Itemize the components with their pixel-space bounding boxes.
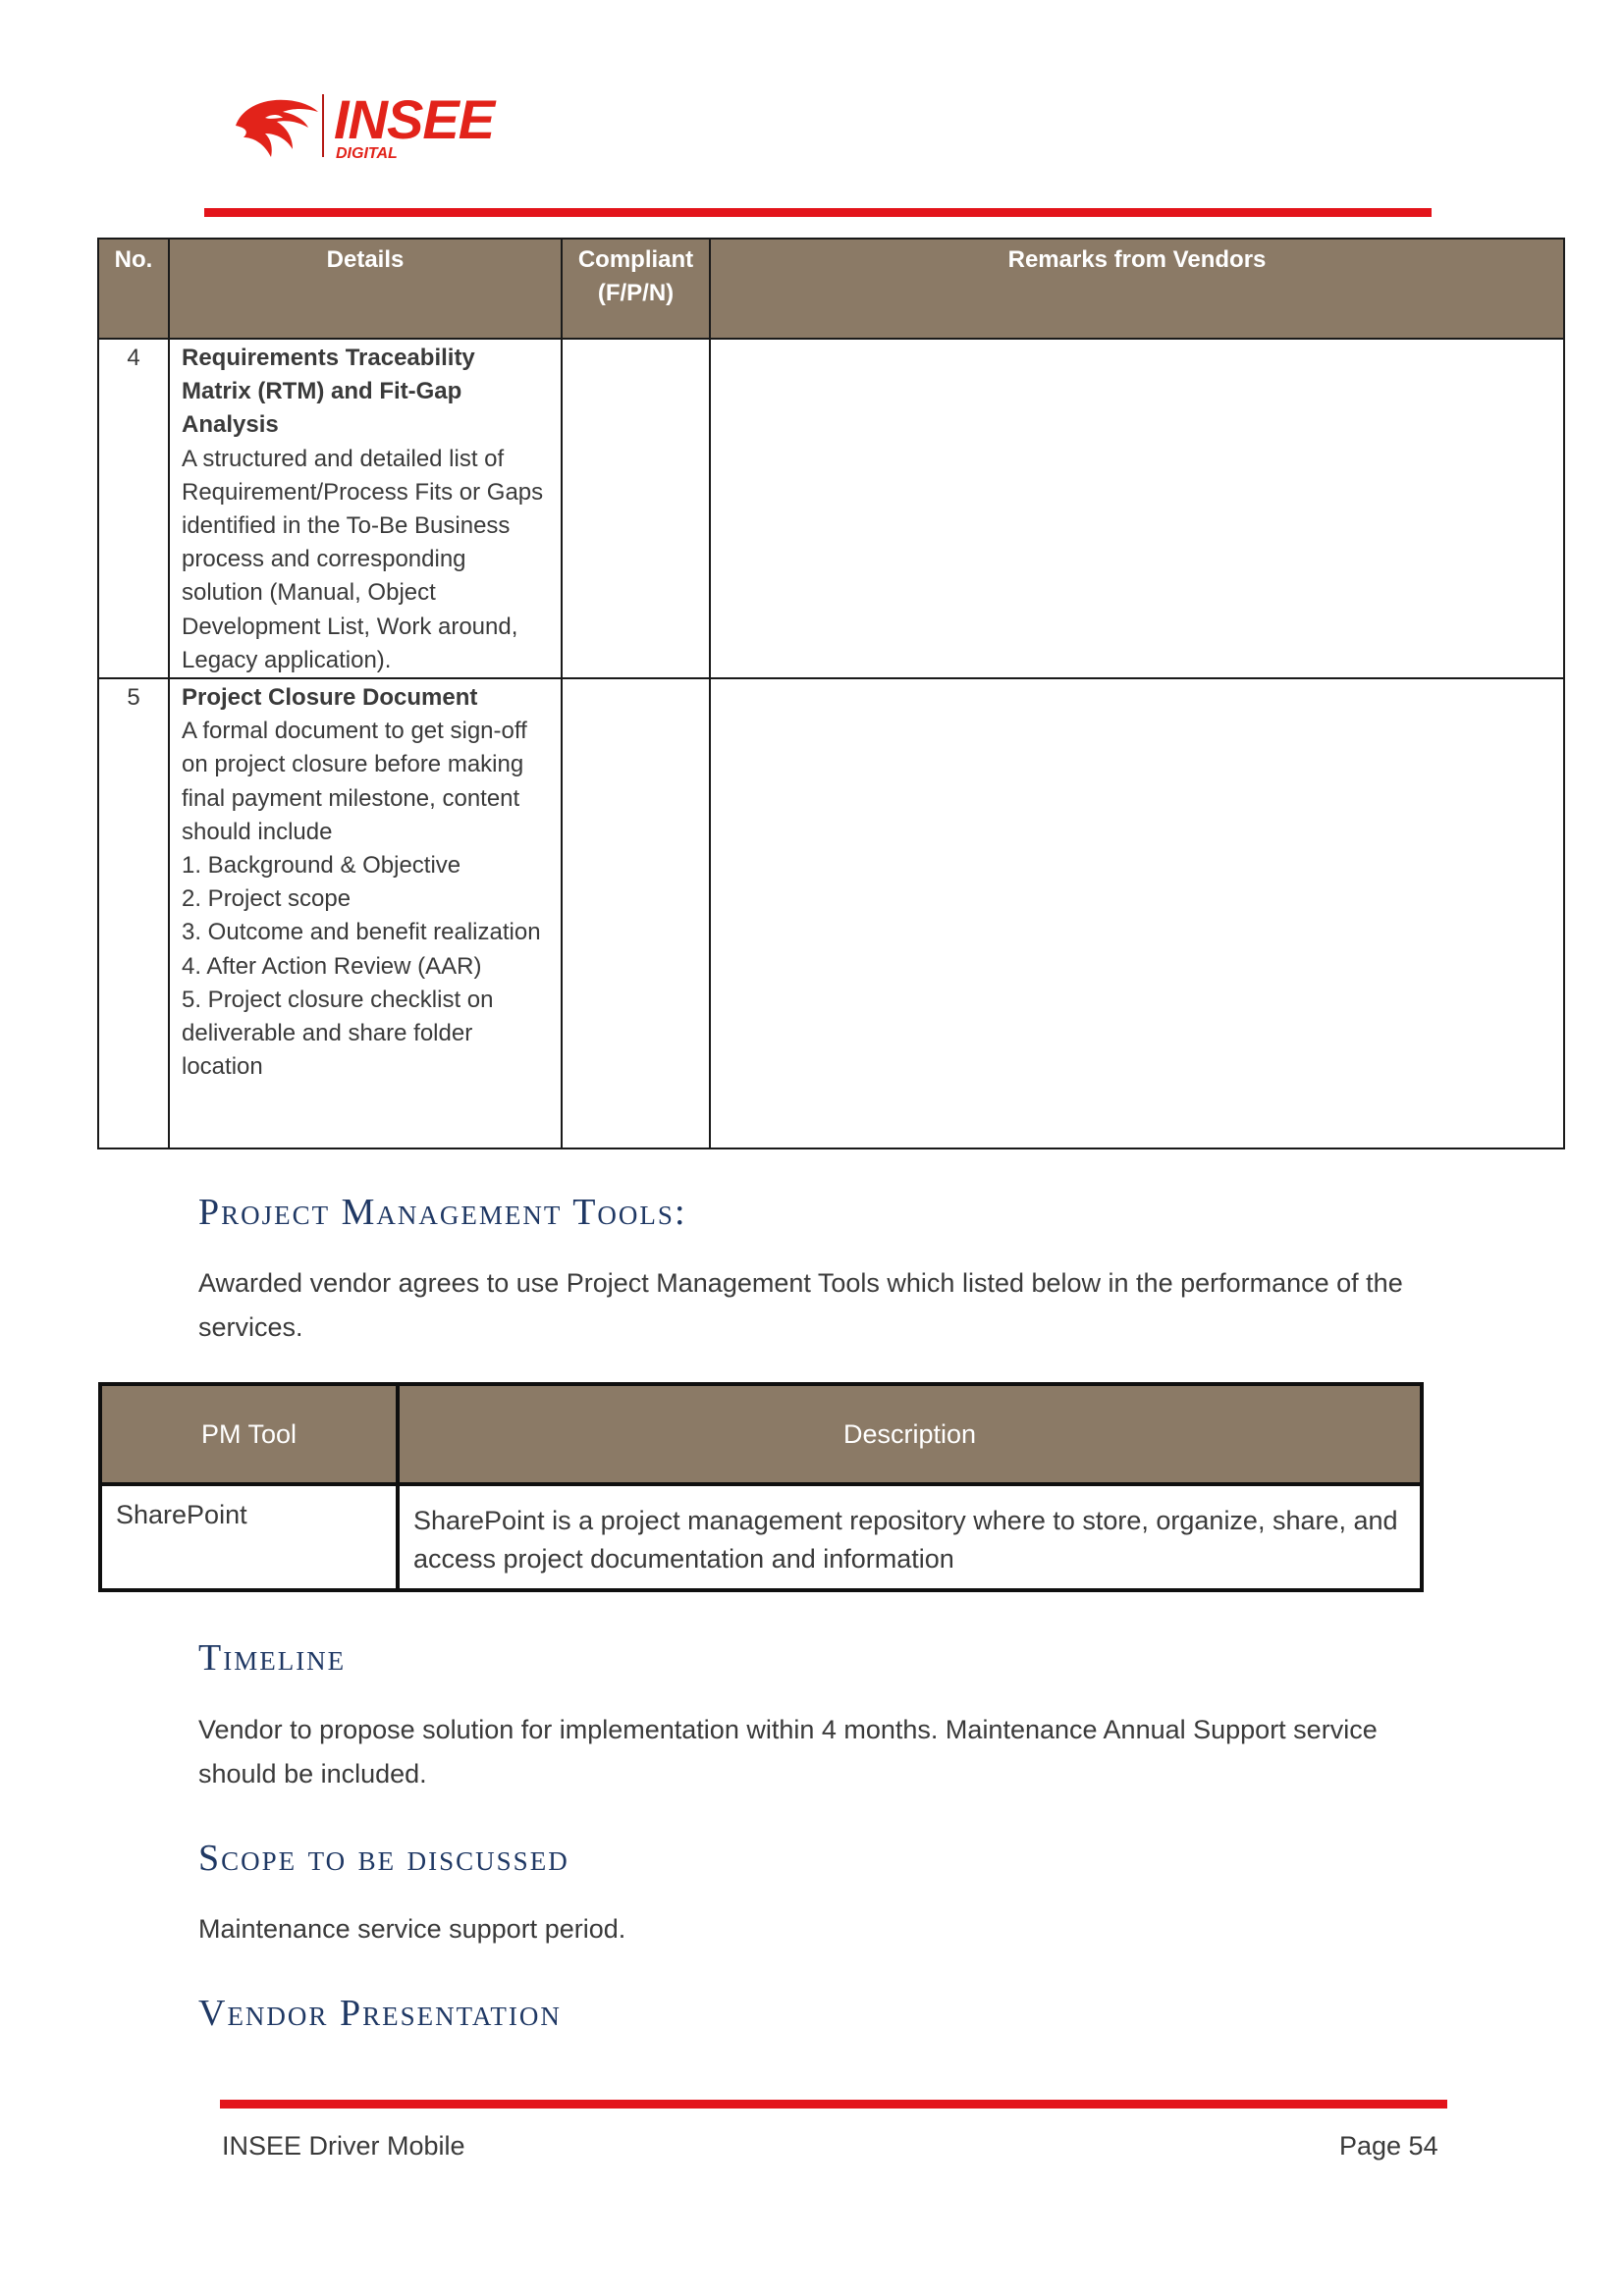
compliant-cell[interactable]	[562, 678, 710, 1148]
remarks-cell[interactable]	[710, 339, 1564, 678]
table-row	[98, 339, 1564, 678]
header-pm-tool: PM Tool	[100, 1384, 398, 1484]
header-rule	[204, 208, 1432, 217]
logo-subtext: DIGITAL	[336, 145, 398, 162]
row-number: 5	[98, 678, 169, 1148]
row-title: Project Closure Document	[182, 684, 478, 712]
timeline-paragraph: Vendor to propose solution for implementation within 4 months. Maintenance Annual Support service should be included.	[198, 1715, 1378, 1789]
list-item: 2. Project scope	[182, 885, 352, 913]
row-details	[169, 678, 562, 1148]
logo-divider	[322, 94, 324, 157]
table-row	[100, 1484, 1422, 1590]
row-description: A structured and detailed list of Requirement/Process Fits or Gaps identified in the To-Be Business process and corresponding solution (Manual, Object Development List, Work around, Legacy application).	[182, 445, 544, 673]
compliant-cell[interactable]	[562, 339, 710, 678]
footer-rule	[220, 2100, 1447, 2109]
row-details	[169, 339, 562, 678]
header-compliant: Compliant (F/P/N)	[562, 239, 710, 339]
section-heading-scope: Scope to be discussed	[198, 1838, 569, 1879]
scope-paragraph: Maintenance service support period.	[198, 1914, 626, 1944]
header-description: Description	[398, 1384, 1422, 1484]
list-item: 4. After Action Review (AAR)	[182, 952, 482, 980]
footer-document-title: INSEE Driver Mobile	[222, 2131, 465, 2161]
table-row	[98, 678, 1564, 1148]
section-heading-vendor-presentation: Vendor Presentation	[198, 1993, 562, 2034]
row-title: Requirements Traceability Matrix (RTM) and Fit-Gap Analysis	[182, 345, 475, 439]
table-header-row	[98, 239, 1564, 339]
row-description: A formal document to get sign-off on project closure before making final payment milestone, content should include	[182, 718, 527, 845]
logo-wordmark: INSEE	[334, 88, 495, 150]
requirements-table	[97, 238, 1565, 1149]
list-item: 5. Project closure checklist on deliverable and share folder location	[182, 986, 494, 1081]
eagle-icon	[232, 92, 320, 163]
row-number: 4	[98, 339, 169, 678]
section-heading-pm-tools: Project Management Tools:	[198, 1192, 687, 1233]
section-heading-timeline: Timeline	[198, 1637, 347, 1679]
list-item: 1. Background & Objective	[182, 852, 461, 880]
pm-tool-description: SharePoint is a project management repository where to store, organize, share, and access project documentation and information	[398, 1484, 1422, 1590]
insee-digital-logo	[232, 88, 516, 167]
pm-tool-name: SharePoint	[100, 1484, 398, 1590]
remarks-cell[interactable]	[710, 678, 1564, 1148]
header-no: No.	[98, 239, 169, 339]
header-remarks: Remarks from Vendors	[710, 239, 1564, 339]
footer-page-number: Page 54	[1339, 2131, 1438, 2161]
table-header-row	[100, 1384, 1422, 1484]
header-details: Details	[169, 239, 562, 339]
pm-tools-table	[98, 1382, 1424, 1592]
list-item: 3. Outcome and benefit realization	[182, 919, 541, 946]
pm-tools-paragraph: Awarded vendor agrees to use Project Management Tools which listed below in the performance of the services.	[198, 1268, 1403, 1342]
